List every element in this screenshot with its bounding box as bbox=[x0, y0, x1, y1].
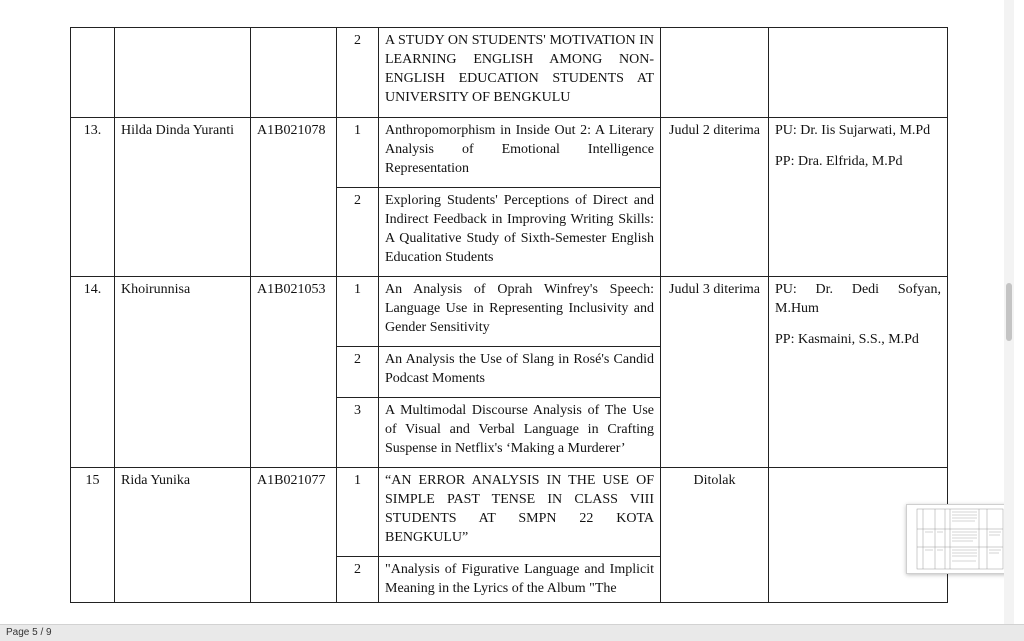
title-text: “AN ERROR ANALYSIS IN THE USE OF SIMPLE PAST TENSE IN CLASS VIII STUDENTS AT SMPN 22 KOTA BENGKULU” bbox=[379, 468, 661, 557]
title-text: Exploring Students' Perceptions of Direct and Indirect Feedback in Improving Writing Skills: A Qualitative Study of Sixth-Semester English Education Students bbox=[379, 188, 661, 277]
thesis-title-table bbox=[70, 27, 948, 603]
scrollbar-thumb[interactable] bbox=[1006, 283, 1012, 341]
row-number: 14. bbox=[71, 277, 115, 468]
title-text: A STUDY ON STUDENTS' MOTIVATION IN LEARNING ENGLISH AMONG NON-ENGLISH EDUCATION STUDENTS AT UNIVERSITY OF BENGKULU bbox=[379, 28, 661, 118]
status-cell: Judul 2 diterima bbox=[661, 118, 769, 277]
title-text: "Analysis of Figurative Language and Implicit Meaning in the Lyrics of the Album "The bbox=[379, 557, 661, 603]
title-number: 3 bbox=[337, 398, 379, 468]
student-name: Khoirunnisa bbox=[115, 277, 251, 468]
title-number: 2 bbox=[337, 28, 379, 118]
row-number: 15 bbox=[71, 468, 115, 603]
status-cell: Ditolak bbox=[661, 468, 769, 603]
title-number: 1 bbox=[337, 277, 379, 347]
title-number: 2 bbox=[337, 557, 379, 603]
row-number: 13. bbox=[71, 118, 115, 277]
name-cell bbox=[115, 28, 251, 118]
table-row bbox=[71, 28, 948, 118]
nim-cell bbox=[251, 28, 337, 118]
supervisor-cell bbox=[769, 277, 948, 468]
page-thumbnail-preview bbox=[907, 505, 1013, 573]
student-nim: A1B021078 bbox=[251, 118, 337, 277]
table-row bbox=[71, 277, 948, 347]
title-number: 2 bbox=[337, 188, 379, 277]
title-text: A Multimodal Discourse Analysis of The Use of Visual and Verbal Language in Crafting Suspense in Netflix's ‘Making a Murderer’ bbox=[379, 398, 661, 468]
primary-supervisor: PU: Dr. Iis Sujarwati, M.Pd bbox=[775, 123, 931, 138]
title-text: An Analysis of Oprah Winfrey's Speech: Language Use in Representing Inclusivity and Gender Sensitivity bbox=[379, 277, 661, 347]
title-text: Anthropomorphism in Inside Out 2: A Literary Analysis of Emotional Intelligence Representation bbox=[379, 118, 661, 188]
supervisor-cell bbox=[769, 28, 948, 118]
table-row bbox=[71, 118, 948, 188]
secondary-supervisor: PP: Kasmaini, S.S., M.Pd bbox=[775, 332, 919, 347]
title-text: An Analysis the Use of Slang in Rosé's Candid Podcast Moments bbox=[379, 347, 661, 398]
title-number: 1 bbox=[337, 118, 379, 188]
title-number: 2 bbox=[337, 347, 379, 398]
page-indicator: Page 5 / 9 bbox=[6, 627, 52, 638]
vertical-scrollbar[interactable] bbox=[1004, 0, 1014, 624]
student-nim: A1B021053 bbox=[251, 277, 337, 468]
status-cell bbox=[661, 28, 769, 118]
student-nim: A1B021077 bbox=[251, 468, 337, 603]
status-cell: Judul 3 diterima bbox=[661, 277, 769, 468]
student-name: Hilda Dinda Yuranti bbox=[115, 118, 251, 277]
primary-supervisor: PU: Dr. Dedi Sofyan, M.Hum bbox=[775, 282, 941, 316]
page-thumbnail[interactable] bbox=[906, 504, 1014, 574]
student-name: Rida Yunika bbox=[115, 468, 251, 603]
status-bar bbox=[0, 624, 1024, 641]
supervisor-cell bbox=[769, 118, 948, 277]
title-number: 1 bbox=[337, 468, 379, 557]
table-row bbox=[71, 468, 948, 557]
secondary-supervisor: PP: Dra. Elfrida, M.Pd bbox=[775, 154, 903, 169]
no-cell bbox=[71, 28, 115, 118]
